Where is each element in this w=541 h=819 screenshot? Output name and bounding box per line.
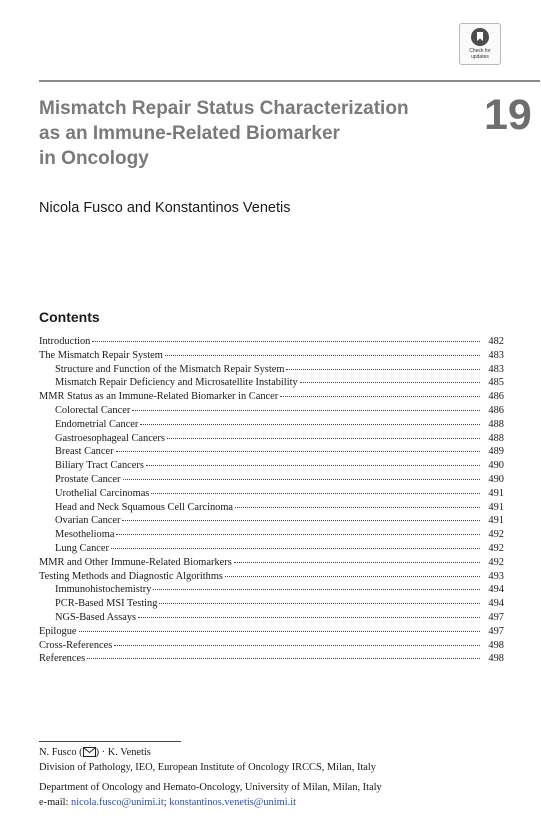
- toc-entry-label: Immunohistochemistry: [55, 584, 152, 596]
- check-for-updates-badge[interactable]: [459, 23, 501, 65]
- toc-entry-label: Gastroesophageal Cancers: [55, 432, 165, 444]
- toc-dot-leader: [235, 507, 480, 508]
- toc-entry-page: 488: [488, 418, 504, 430]
- toc-entry-label: Prostate Cancer: [55, 473, 121, 485]
- toc-dot-leader: [114, 645, 480, 646]
- toc-dot-leader: [123, 479, 481, 480]
- toc-entry[interactable]: [39, 528, 504, 542]
- toc-entry-label: Urothelial Carcinomas: [55, 487, 150, 499]
- toc-dot-leader: [116, 534, 480, 535]
- email-line: [39, 796, 519, 811]
- toc-entry-label: Lung Cancer: [55, 542, 109, 554]
- toc-entry-page: 493: [488, 570, 504, 582]
- authors: Nicola Fusco and Konstantinos Venetis: [39, 200, 291, 216]
- toc-dot-leader: [165, 355, 480, 356]
- toc-entry-label: Testing Methods and Diagnostic Algorithms: [39, 570, 223, 582]
- toc-dot-leader: [280, 396, 480, 397]
- toc-entry[interactable]: [39, 487, 504, 501]
- toc-entry-page: 485: [488, 377, 504, 389]
- toc-dot-leader: [146, 465, 480, 466]
- toc-entry-page: 482: [488, 336, 504, 347]
- toc-dot-leader: [167, 438, 480, 439]
- toc-entry-label: MMR and Other Immune-Related Biomarkers: [39, 556, 232, 568]
- toc-entry[interactable]: [39, 570, 504, 584]
- toc-entry-label: References: [39, 653, 86, 665]
- footnote-authors: [39, 746, 519, 761]
- email-label: e-mail:: [39, 796, 72, 808]
- toc-dot-leader: [151, 493, 480, 494]
- toc-entry[interactable]: [39, 625, 504, 639]
- toc-dot-leader: [92, 341, 480, 342]
- toc-entry[interactable]: [39, 473, 504, 487]
- chapter-number: 19: [484, 91, 532, 139]
- toc-entry[interactable]: [39, 390, 504, 404]
- toc-entry[interactable]: [39, 542, 504, 556]
- toc-dot-leader: [300, 382, 480, 383]
- toc-entry-page: 486: [488, 404, 504, 416]
- toc-entry[interactable]: [39, 376, 504, 390]
- toc-entry-label: Breast Cancer: [55, 446, 114, 458]
- toc-entry-label: PCR-Based MSI Testing: [55, 598, 158, 610]
- toc-entry[interactable]: [39, 652, 504, 666]
- toc-entry[interactable]: [39, 583, 504, 597]
- affiliation-2: Department of Oncology and Hemato-Oncology, University of Milan, Milan, Italy: [39, 782, 382, 793]
- toc-entry-page: 489: [488, 446, 504, 458]
- author-2-name: K. Venetis: [107, 747, 151, 758]
- toc-entry-page: 483: [488, 363, 504, 375]
- toc-dot-leader: [225, 576, 480, 577]
- toc-entry[interactable]: [39, 597, 504, 611]
- bookmark-ribbon-icon: [470, 27, 490, 48]
- toc-entry-page: 492: [488, 529, 504, 541]
- toc-entry[interactable]: [39, 432, 504, 446]
- envelope-icon: [83, 747, 96, 757]
- toc-entry-label: Mesothelioma: [55, 529, 115, 541]
- toc-entry-label: Ovarian Cancer: [55, 515, 121, 527]
- toc-dot-leader: [140, 424, 480, 425]
- toc-entry[interactable]: [39, 611, 504, 625]
- toc-entry-page: 497: [488, 625, 504, 637]
- toc-entry[interactable]: [39, 514, 504, 528]
- toc-entry-label: Biliary Tract Cancers: [55, 460, 144, 472]
- toc-entry-label: MMR Status as an Immune-Related Biomarker in Cancer: [39, 391, 279, 403]
- toc-entry-page: 490: [488, 460, 504, 472]
- toc-entry-label: Head and Neck Squamous Cell Carcinoma: [55, 501, 234, 513]
- toc-entry-page: 491: [488, 515, 504, 527]
- toc-entry-label: Cross-References: [39, 639, 113, 651]
- footnote: [39, 746, 519, 810]
- author-1-close-paren: ): [95, 747, 100, 758]
- toc-dot-leader: [159, 603, 480, 604]
- email-link-1[interactable]: nicola.fusco@unimi.it: [71, 796, 164, 808]
- toc-dot-leader: [132, 410, 480, 411]
- toc-entry-page: 497: [488, 611, 504, 623]
- toc-entry-label: The Mismatch Repair System: [39, 349, 163, 361]
- chapter-title-line: in Oncology: [39, 148, 149, 169]
- toc-entry-label: Structure and Function of the Mismatch Repair System: [55, 363, 285, 375]
- author-1-name: N. Fusco (: [39, 747, 83, 758]
- toc-entry-page: 492: [488, 556, 504, 568]
- header-rule: [39, 80, 540, 82]
- chapter-title-line: Mismatch Repair Status Characterization: [39, 98, 409, 119]
- toc-entry-page: 488: [488, 432, 504, 444]
- toc-dot-leader: [286, 369, 480, 370]
- toc-dot-leader: [116, 451, 480, 452]
- footnote-rule: [39, 741, 181, 742]
- toc-entry-page: 491: [488, 487, 504, 499]
- toc-entry-page: 498: [488, 653, 504, 665]
- chapter-title: [39, 96, 469, 171]
- toc-entry-page: 494: [488, 598, 504, 610]
- toc-entry-label: Colorectal Cancer: [55, 404, 131, 416]
- toc-entry-page: 483: [488, 349, 504, 361]
- toc-entry-page: 486: [488, 391, 504, 403]
- toc-dot-leader: [153, 589, 480, 590]
- toc-entry[interactable]: [39, 501, 504, 515]
- toc-entry[interactable]: [39, 459, 504, 473]
- toc-dot-leader: [138, 617, 480, 618]
- toc-entry[interactable]: [39, 556, 504, 570]
- badge-label-line1: Check for: [469, 48, 491, 54]
- toc-entry-label: Endometrial Cancer: [55, 418, 139, 430]
- toc-entry[interactable]: [39, 418, 504, 432]
- badge-label-line2: updates: [471, 54, 489, 60]
- toc-entry-label: Epilogue: [39, 625, 77, 637]
- toc-entry-page: 491: [488, 501, 504, 513]
- toc-entry-label: NGS-Based Assays: [55, 611, 137, 623]
- contents-heading: Contents: [39, 309, 100, 325]
- toc-entry-label: Mismatch Repair Deficiency and Microsatellite Instability: [55, 377, 298, 389]
- toc-dot-leader: [111, 548, 480, 549]
- toc-entry-page: 492: [488, 542, 504, 554]
- toc-entry-page: 494: [488, 584, 504, 596]
- toc-dot-leader: [87, 658, 480, 659]
- table-of-contents: [39, 335, 504, 666]
- toc-dot-leader: [234, 562, 480, 563]
- toc-entry[interactable]: [39, 335, 504, 349]
- toc-entry-label: Introduction: [39, 336, 91, 347]
- affiliation-1: Division of Pathology, IEO, European Institute of Oncology IRCCS, Milan, Italy: [39, 761, 376, 773]
- toc-dot-leader: [122, 520, 480, 521]
- email-separator: ;: [163, 796, 170, 808]
- toc-entry[interactable]: [39, 639, 504, 653]
- toc-dot-leader: [79, 631, 480, 632]
- toc-entry[interactable]: [39, 445, 504, 459]
- toc-entry[interactable]: [39, 349, 504, 363]
- author-separator: ·: [99, 747, 108, 758]
- email-link-2[interactable]: konstantinos.venetis@unimi.it: [169, 796, 296, 808]
- chapter-title-line: as an Immune-Related Biomarker: [39, 123, 340, 144]
- toc-entry[interactable]: [39, 404, 504, 418]
- toc-entry-page: 498: [488, 639, 504, 651]
- toc-entry[interactable]: [39, 363, 504, 377]
- toc-entry-page: 490: [488, 473, 504, 485]
